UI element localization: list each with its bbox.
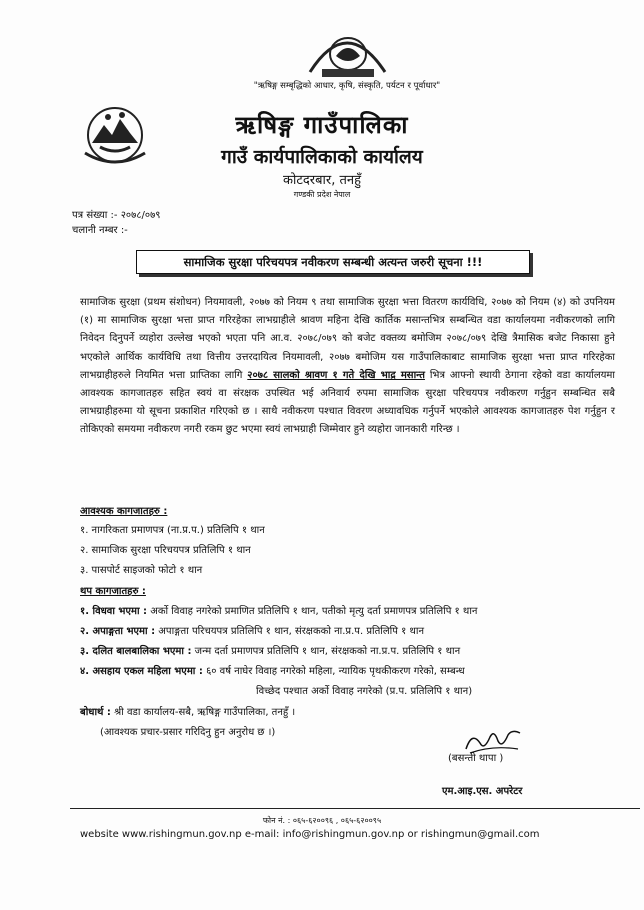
signatory-role: एम.आइ.एस. अपरेटर xyxy=(442,786,523,797)
list-item xyxy=(80,663,465,677)
motto: "ऋषिङ्ग सम्बृद्धिको आधार, कृषि, संस्कृति, पर्यटन र पूर्वाधार" xyxy=(253,81,441,91)
footer-phone: फोन नं. : ०६५-६२००९६ , ०६५-६२००९५ xyxy=(262,816,382,825)
body-text-part2: भित्र आफ्नो स्थायी ठेगाना रहेको वडा कार्यालयमा आवश्यक कागजातहरु सहित स्वयं वा संरक्षक उपस्थित भई अनिवार्य रुपमा सामाजिक सुरक्षा परिचयपत्र नवीकरण गर्नुहुन सम्बन्धित सबै लाभग्राहीहरुमा यो सूचना प्रकाशित गरिएको छ । साथै नवीकरण पश्चात विवरण अध्यावधिक गर्नुपर्ने भएकोले आवश्यक कागजातहरु पेश गर्नुहुन र तोकिएको समयमा नवीकरण नगरी रकम छुट भएमा स्वयं लाभग्राही जिम्मेवार हुने व्यहोरा जानकारी गरिन्छ । xyxy=(80,369,615,436)
list-item xyxy=(80,623,424,637)
list-item-label: १. विधवा भएमा : xyxy=(80,606,148,617)
list-item: १. नागरिकता प्रमाणपत्र (ना.प्र.प.) प्रतिलिपि १ थान xyxy=(80,525,265,536)
additional-docs-heading: थप कागजातहरु : xyxy=(80,586,146,597)
list-item: २. सामाजिक सुरक्षा परिचयपत्र प्रतिलिपि १ थान xyxy=(80,545,251,556)
cc-label: बोधार्थ : xyxy=(80,707,111,718)
list-item: ३. पासपोर्ट साइजको फोटो १ थान xyxy=(80,565,203,576)
list-item-text: जन्म दर्ता प्रमाणपत्र प्रतिलिपि १ थान, संरक्षकको ना.प्र.प. प्रतिलिपि १ थान xyxy=(191,646,461,657)
office-address: कोटदरबार, तनहुँ xyxy=(282,173,362,188)
municipality-name: ऋषिङ्ग गाउँपालिका xyxy=(235,111,409,139)
cc-request: (आवश्यक प्रचार-प्रसार गरिदिनु हुन अनुरोध छ ।) xyxy=(100,727,276,738)
cc-recipient: श्री वडा कार्यालय-सबै, ऋषिङ्ग गाउँपालिका, तनहुँ । xyxy=(110,707,296,718)
letter-number: पत्र संख्या :- २०७८/०७९ xyxy=(72,210,161,221)
list-item-label: ३. दलित बालबालिका भएमा : xyxy=(80,646,192,657)
list-item-label: २. अपाङ्गता भएमा : xyxy=(80,626,156,637)
list-item xyxy=(80,643,460,657)
footer-contact: website www.rishingmun.gov.np e-mail: info@rishingmun.gov.np or rishingmun@gmail.com xyxy=(80,829,540,840)
list-item-text: अर्को विवाह नगरेको प्रमाणित प्रतिलिपि १ थान, पतीको मृत्यु दर्ता प्रमाणपत्र प्रतिलिपि १ थान xyxy=(147,606,478,617)
municipality-stamp-icon xyxy=(300,22,395,82)
list-item-continuation: विच्छेद पश्चात अर्को विवाह नगरेको (प्र.प. प्रतिलिपि १ थान) xyxy=(256,686,473,697)
notice-body xyxy=(80,294,615,440)
list-item-text: ६० वर्ष नाघेर विवाह नगरेको महिला, न्यायिक पृथकीकरण गरेको, सम्बन्ध xyxy=(202,666,465,677)
list-item xyxy=(80,603,477,617)
dispatch-number: चलानी नम्बर :- xyxy=(72,225,128,236)
deadline-highlight: २०७८ सालको श्रावण १ गते देखि भाद्र मसान्त xyxy=(247,369,425,381)
province-name: गण्डकी प्रदेश नेपाल xyxy=(293,190,351,199)
footer-divider xyxy=(70,808,640,809)
office-name: गाउँ कार्यपालिकाको कार्यालय xyxy=(221,146,423,168)
body-text-part1: सामाजिक सुरक्षा (प्रथम संशोधन) नियमावली, २०७७ को नियम ९ तथा सामाजिक सुरक्षा भत्ता वितरण कार्यविधि, २०७७ को नियम (४) को उपनियम (१) मा सामाजिक सुरक्षा भत्ता प्राप्त गरिरहेका लाभग्राहीले श्रावण महिना देखि कार्तिक मसान्तभित्र सम्बन्धित वडा कार्यालयमा नवीकरणको लागि निवेदन दिनुपर्ने व्यहोरा उल्लेख भएको भएता पनि आ.व. २०७८/०७९ को बजेट वक्तव्य बमोजिम २०७८/०७९ देखि त्रैमासिक बजेट निकासा हुने भएकोले आर्थिक कार्यविधि तथा वित्तीय उत्तरदायित्व नियमावली, २०७७ बमोजिम यस गाउँपालिकाबाट सामाजिक सुरक्षा भत्ता प्राप्त गरिरहेका लाभग्राहीहरुले नियमित भत्ता प्राप्तिका लागि xyxy=(80,297,615,381)
list-item-label: ४. असहाय एकल महिला भएमा : xyxy=(80,666,203,677)
notice-title: सामाजिक सुरक्षा परिचयपत्र नवीकरण सम्बन्धी अत्यन्त जरुरी सूचना !!! xyxy=(136,250,530,274)
cc-line xyxy=(80,704,295,718)
list-item-text: अपाङ्गता परिचयपत्र प्रतिलिपि १ थान, संरक्षकको ना.प्र.प. प्रतिलिपि १ थान xyxy=(155,626,425,637)
signatory-name: (बसन्ती थापा ) xyxy=(448,753,504,764)
required-docs-heading: आवश्यक कागजातहरु : xyxy=(80,506,168,517)
